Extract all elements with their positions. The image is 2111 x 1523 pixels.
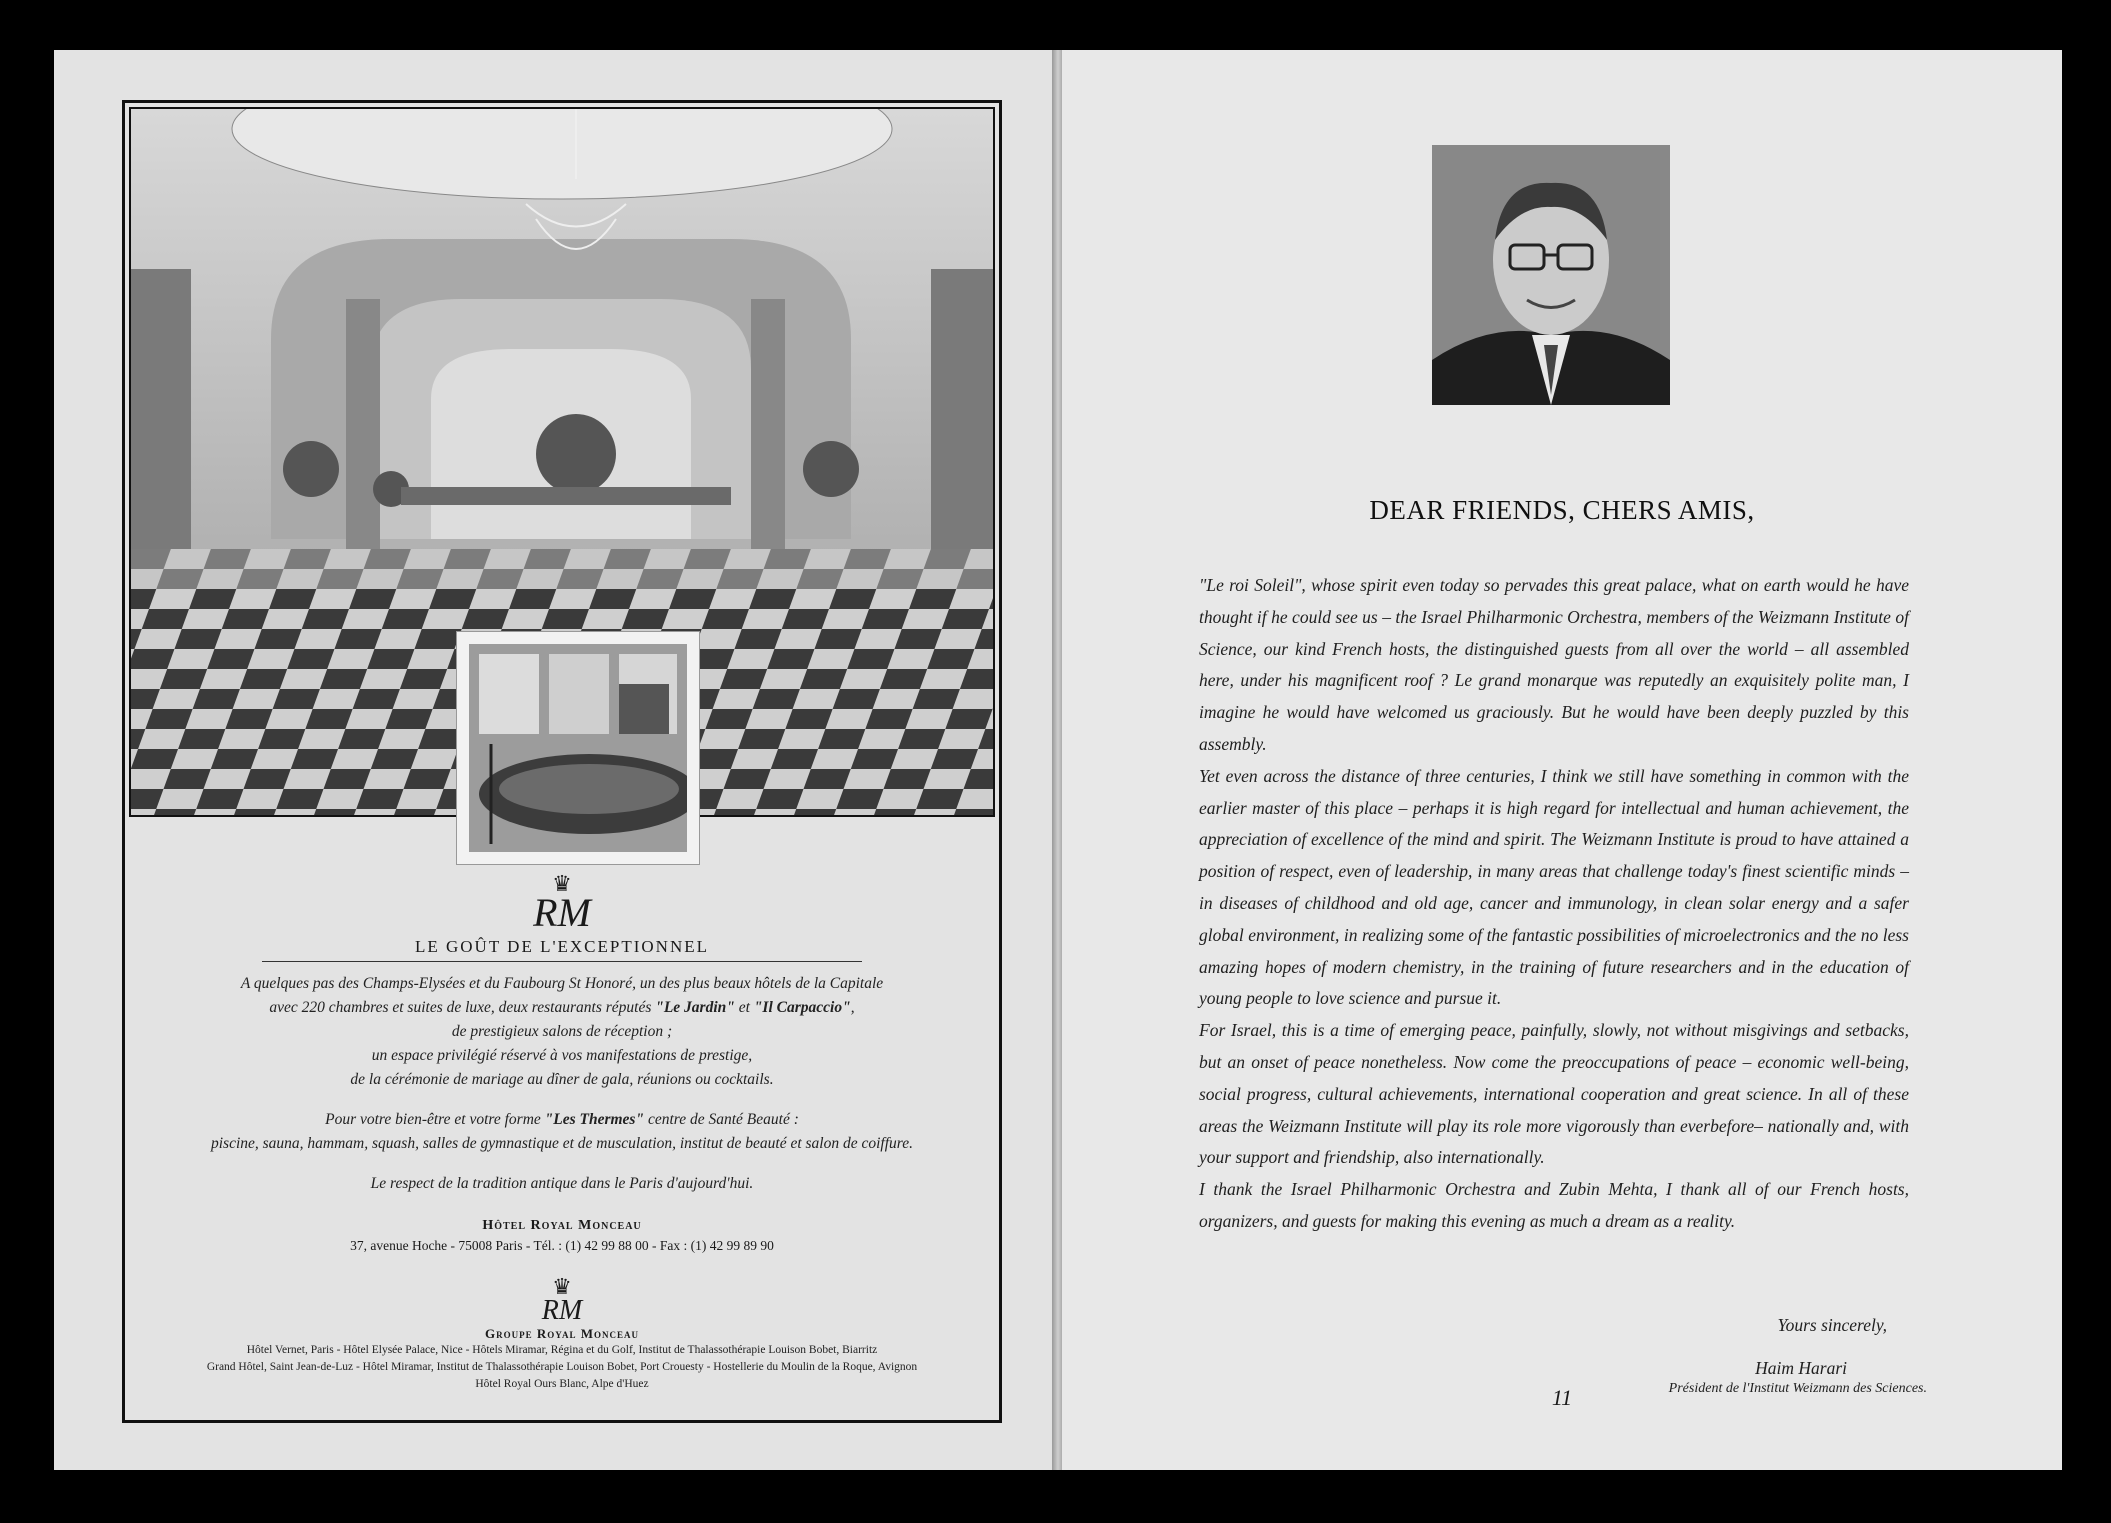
restaurant-il-carpaccio: "Il Carpaccio"	[753, 999, 851, 1016]
signatory-role: Président de l'Institut Weizmann des Sciences.	[1668, 1381, 1927, 1396]
pool-inset-photo	[456, 631, 700, 865]
spa-description: Pour votre bien-être et votre forme "Les Thermes" centre de Santé Beauté : piscine, sauna, hammam, squash, salles de gymnastique et de musculation, institut de beauté et salon de coiffure.	[210, 1111, 913, 1152]
group-hotels-list: Hôtel Vernet, Paris - Hôtel Elysée Palace, Nice - Hôtels Miramar, Régina et du Golf, Institut de Thalassothérapie Louison Bobet, Biarritz Grand Hôtel, Saint Jean-de-Luz - Hôtel Miramar, Institut de Thalassothérapie Louison Bobet, Port Crouesty - Hostellerie du Moulin de la Roque, Avignon Hôtel Royal Ours Blanc, Alpe d'Huez	[206, 1344, 918, 1390]
group-name: Groupe Royal Monceau	[485, 1326, 639, 1341]
letter-title: DEAR FRIENDS, CHERS AMIS,	[1369, 495, 1755, 525]
ad-slogan: Le respect de la tradition antique dans le Paris d'aujourd'hui.	[370, 1175, 754, 1192]
group-logo: RM	[541, 1295, 583, 1326]
page-number: 11	[1551, 1385, 1573, 1410]
letter-paragraph: Yet even across the distance of three centuries, I think we still have something in common with the earlier master of this place – perhaps it is high regard for intellectual and human achievement, the appreciation of excellence of the mind and spirit. The Weizmann Institute is proud to have attained a position of respect, even of leadership, in many areas that challenge today's finest scientific minds – in diseases of childhood and old age, cancer and immunology, in clean solar energy and a safer global environment, in realizing some of the fantastic possibilities of microelectronics and the no less amazing hopes of modern chemistry, in the training of future researchers and in the education of young people to love science and pursue it.	[1199, 765, 1909, 1009]
letter-paragraph: I thank the Israel Philharmonic Orchestra and Zubin Mehta, I thank all of our French hosts, organizers, and guests for making this evening as much a dream as a reality.	[1199, 1179, 1909, 1231]
left-page	[54, 50, 1054, 1470]
author-portrait	[1432, 145, 1670, 405]
closing-salutation: Yours sincerely,	[1777, 1315, 1887, 1335]
hotel-advertisement	[122, 100, 1002, 1423]
right-page	[1062, 50, 2062, 1470]
group-crown-icon: ♛	[552, 1274, 572, 1299]
ad-description: A quelques pas des Champs-Elysées et du Faubourg St Honoré, un des plus beaux hôtels de la Capitale avec 220 chambres et suites de luxe, deux restaurants réputés "Le Jardin" et "Il Carpaccio", de prestigieux salons de réception ; un espace privilégié réservé à vos manifestations de prestige, de la cérémonie de mariage au dîner de gala, réunions ou cocktails.	[240, 975, 884, 1088]
hotel-address: 37, avenue Hoche - 75008 Paris - Tél. : (1) 42 99 88 00 - Fax : (1) 42 99 89 90	[350, 1238, 774, 1253]
signatory-name: Haim Harari	[1755, 1358, 1847, 1378]
spa-les-thermes: "Les Thermes"	[544, 1111, 645, 1128]
letter-body	[1199, 570, 1909, 1238]
crown-icon: ♛	[552, 871, 572, 896]
advertisement-text	[125, 873, 999, 1393]
restaurant-le-jardin: "Le Jardin"	[655, 999, 735, 1016]
letter-paragraph: "Le roi Soleil", whose spirit even today so pervades this great palace, what on earth would he have thought if he could see us – the Israel Philharmonic Orchestra, members of the Weizmann Institute of Science, our kind French hosts, the distinguished guests from all over the world – all assembled here, under his magnificent roof ? Le grand monarque was reputedly an exquisitely polite man, I imagine he would have welcomed us graciously. But he would have been deeply puzzled by this assembly.	[1199, 575, 1909, 754]
hotel-name: Hôtel Royal Monceau	[482, 1218, 642, 1233]
letter-paragraph: For Israel, this is a time of emerging peace, painfully, slowly, not without misgivings and setbacks, but an onset of peace nonetheless. Now come the preoccupations of peace – economic well-being, social progress, cultural achievements, international cooperation and great science. In all of these areas the Weizmann Institute will play its role more vigorously than everbefore– nationally and, with your support and friendship, also internationally.	[1199, 1020, 1909, 1168]
ad-tagline: LE GOÛT DE L'EXCEPTIONNEL	[262, 937, 862, 962]
royal-monceau-logo: RM	[533, 890, 591, 935]
